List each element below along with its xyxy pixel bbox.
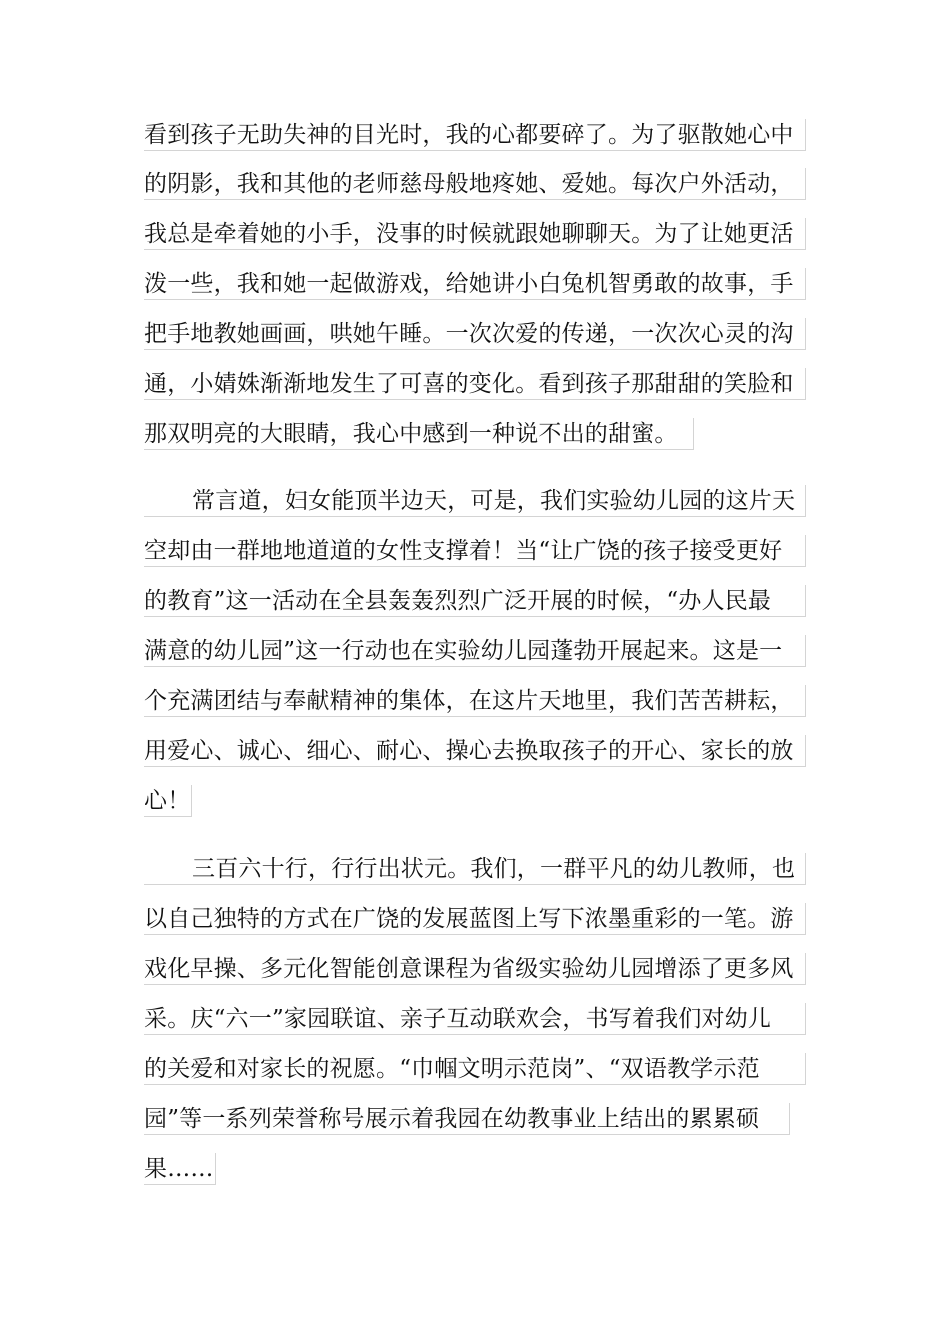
text-line: 满意的幼儿园”这一行动也在实验幼儿园蓬勃开展起来。这是一: [144, 635, 806, 667]
text-line: 果……: [144, 1153, 216, 1185]
text-line: 的关爱和对家长的祝愿。“巾帼文明示范岗”、“双语教学示范: [144, 1053, 806, 1085]
text-line: 三百六十行，行行出状元。我们，一群平凡的幼儿教师，也: [144, 853, 806, 885]
text-line: 看到孩子无助失神的目光时，我的心都要碎了。为了驱散她心中: [144, 119, 806, 151]
text-line: 心！: [144, 785, 192, 817]
text-line: 泼一些，我和她一起做游戏，给她讲小白兔机智勇敢的故事，手: [144, 268, 806, 300]
text-line: 通，小婧姝渐渐地发生了可喜的变化。看到孩子那甜甜的笑脸和: [144, 368, 806, 400]
text-line: 采。庆“六一”家园联谊、亲子互动联欢会，书写着我们对幼儿: [144, 1003, 806, 1035]
text-line: 的教育”这一活动在全县轰轰烈烈广泛开展的时候，“办人民最: [144, 585, 806, 617]
text-line: 常言道，妇女能顶半边天，可是，我们实验幼儿园的这片天: [144, 485, 806, 517]
text-line: 园”等一系列荣誉称号展示着我园在幼教事业上结出的累累硕: [144, 1103, 790, 1135]
text-line: 空却由一群地地道道的女性支撑着！当“让广饶的孩子接受更好: [144, 535, 806, 567]
text-line: 的阴影，我和其他的老师慈母般地疼她、爱她。每次户外活动，: [144, 168, 806, 200]
text-line: 我总是牵着她的小手，没事的时候就跟她聊聊天。为了让她更活: [144, 218, 806, 250]
text-line: 用爱心、诚心、细心、耐心、操心去换取孩子的开心、家长的放: [144, 735, 806, 767]
text-line: 那双明亮的大眼睛，我心中感到一种说不出的甜蜜。: [144, 418, 694, 450]
text-line: 戏化早操、多元化智能创意课程为省级实验幼儿园增添了更多风: [144, 953, 806, 985]
text-line: 以自己独特的方式在广饶的发展蓝图上写下浓墨重彩的一笔。游: [144, 903, 806, 935]
text-line: 把手地教她画画，哄她午睡。一次次爱的传递，一次次心灵的沟: [144, 318, 806, 350]
text-line: 个充满团结与奉献精神的集体，在这片天地里，我们苦苦耕耘，: [144, 685, 806, 717]
